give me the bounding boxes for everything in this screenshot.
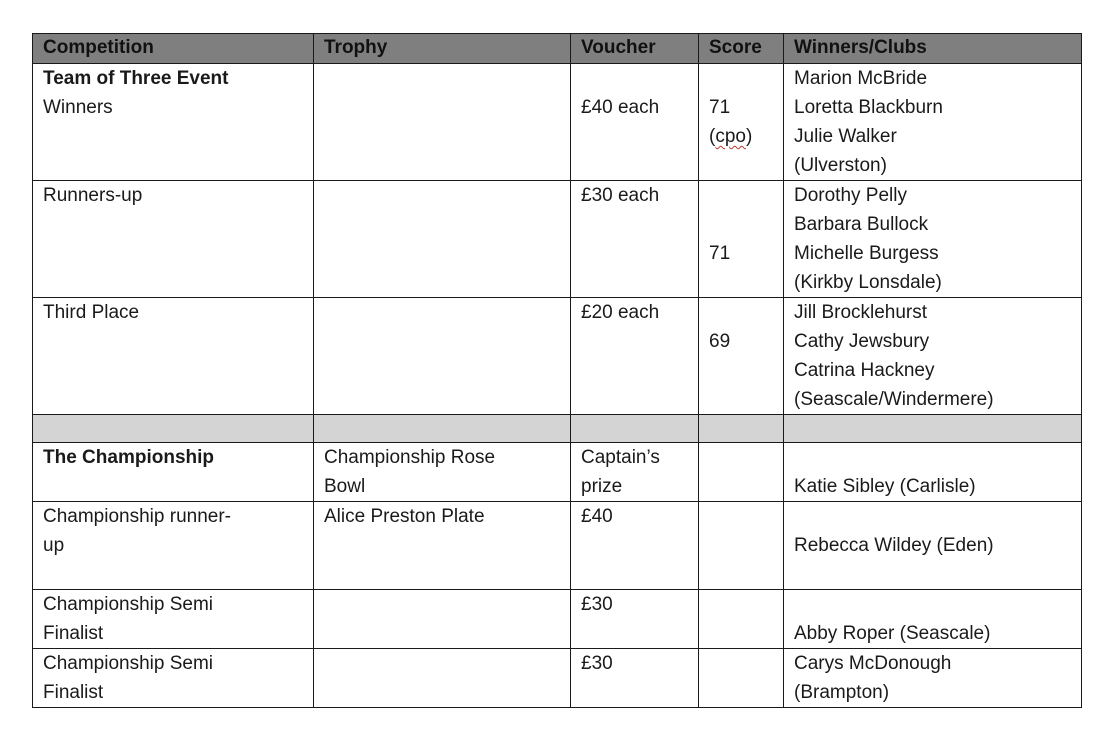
semi-finalist-label: Finalist xyxy=(43,682,104,703)
competition-cell xyxy=(33,443,314,502)
table-row-semi-finalist xyxy=(33,649,1082,708)
third-place-score: 69 xyxy=(709,331,731,352)
score-cell xyxy=(699,181,784,298)
winner-name: Rebecca Wildey (Eden) xyxy=(794,535,994,556)
competition-cell xyxy=(33,590,314,649)
championship-voucher: prize xyxy=(581,476,623,497)
competition-cell xyxy=(33,64,314,181)
winner-club: (Kirkby Lonsdale) xyxy=(794,272,942,293)
table-row-team-third xyxy=(33,298,1082,415)
winner-name: Katie Sibley (Carlisle) xyxy=(794,476,976,497)
semi-finalist-label: Championship Semi xyxy=(43,653,214,674)
table-row-championship xyxy=(33,443,1082,502)
winners-label: Winners xyxy=(43,97,113,118)
winner-name: Abby Roper (Seascale) xyxy=(794,623,991,644)
semi-finalist-label: Finalist xyxy=(43,623,104,644)
team-event-title: Team of Three Event xyxy=(43,68,229,89)
score-cell xyxy=(699,649,784,708)
winner-name: Marion McBride xyxy=(794,68,928,89)
runner-up-voucher: £40 xyxy=(581,506,613,527)
voucher-cell xyxy=(571,590,699,649)
voucher-cell xyxy=(571,64,699,181)
runners-up-voucher: £30 each xyxy=(581,185,660,206)
trophy-cell xyxy=(314,181,571,298)
winner-name: Catrina Hackney xyxy=(794,360,935,381)
trophy-cell xyxy=(314,64,571,181)
competition-cell xyxy=(33,181,314,298)
competition-cell xyxy=(33,298,314,415)
trophy-cell xyxy=(314,298,571,415)
championship-trophy: Bowl xyxy=(324,476,366,497)
runner-up-label: up xyxy=(43,535,65,556)
trophy-cell xyxy=(314,590,571,649)
winner-name: Carys McDonough xyxy=(794,653,952,674)
table-row-championship-runner-up xyxy=(33,502,1082,590)
spelling-underline: cpo xyxy=(715,126,746,147)
winners-cell xyxy=(784,443,1082,502)
voucher-cell xyxy=(571,298,699,415)
winner-club: (Ulverston) xyxy=(794,155,887,176)
winner-name: Jill Brocklehurst xyxy=(794,302,928,323)
winners-score: 71 xyxy=(709,97,731,118)
championship-trophy: Championship Rose xyxy=(324,447,496,468)
score-cell xyxy=(699,443,784,502)
trophy-cell xyxy=(314,443,571,502)
semi-finalist-label: Championship Semi xyxy=(43,594,214,615)
winner-name: Cathy Jewsbury xyxy=(794,331,930,352)
winners-score-note: (cpo) xyxy=(709,126,753,147)
header-trophy: Trophy xyxy=(314,34,571,64)
voucher-cell xyxy=(571,502,699,590)
winners-cell xyxy=(784,298,1082,415)
competition-cell xyxy=(33,649,314,708)
winners-cell xyxy=(784,181,1082,298)
header-voucher: Voucher xyxy=(571,34,699,64)
score-cell xyxy=(699,590,784,649)
header-winners: Winners/Clubs xyxy=(784,34,1082,64)
semi-finalist-voucher: £30 xyxy=(581,594,613,615)
voucher-cell xyxy=(571,181,699,298)
trophy-cell xyxy=(314,502,571,590)
runners-up-score: 71 xyxy=(709,243,731,264)
runner-up-trophy: Alice Preston Plate xyxy=(324,506,485,527)
winners-cell xyxy=(784,64,1082,181)
winners-cell xyxy=(784,649,1082,708)
championship-voucher: Captain’s xyxy=(581,447,660,468)
winner-name: Loretta Blackburn xyxy=(794,97,943,118)
voucher-cell xyxy=(571,649,699,708)
results-table xyxy=(32,33,1082,708)
header-row xyxy=(33,34,1082,64)
score-cell xyxy=(699,298,784,415)
third-place-voucher: £20 each xyxy=(581,302,660,323)
table-row-team-runners-up xyxy=(33,181,1082,298)
winner-club: (Brampton) xyxy=(794,682,890,703)
header-score: Score xyxy=(699,34,784,64)
voucher-cell xyxy=(571,443,699,502)
header-competition: Competition xyxy=(33,34,314,64)
winner-club: (Seascale/Windermere) xyxy=(794,389,994,410)
winner-name: Dorothy Pelly xyxy=(794,185,907,206)
championship-label: The Championship xyxy=(43,447,214,468)
winners-cell xyxy=(784,590,1082,649)
score-cell xyxy=(699,64,784,181)
runners-up-label: Runners-up xyxy=(43,185,143,206)
winners-cell xyxy=(784,502,1082,590)
table-row-semi-finalist xyxy=(33,590,1082,649)
semi-finalist-voucher: £30 xyxy=(581,653,613,674)
third-place-label: Third Place xyxy=(43,302,140,323)
table-row-team-winners xyxy=(33,64,1082,181)
score-cell xyxy=(699,502,784,590)
runner-up-label: Championship runner- xyxy=(43,506,231,527)
spacer-row xyxy=(33,415,1082,443)
winner-name: Barbara Bullock xyxy=(794,214,929,235)
winners-voucher: £40 each xyxy=(581,97,660,118)
trophy-cell xyxy=(314,649,571,708)
winner-name: Michelle Burgess xyxy=(794,243,939,264)
winner-name: Julie Walker xyxy=(794,126,897,147)
competition-cell xyxy=(33,502,314,590)
